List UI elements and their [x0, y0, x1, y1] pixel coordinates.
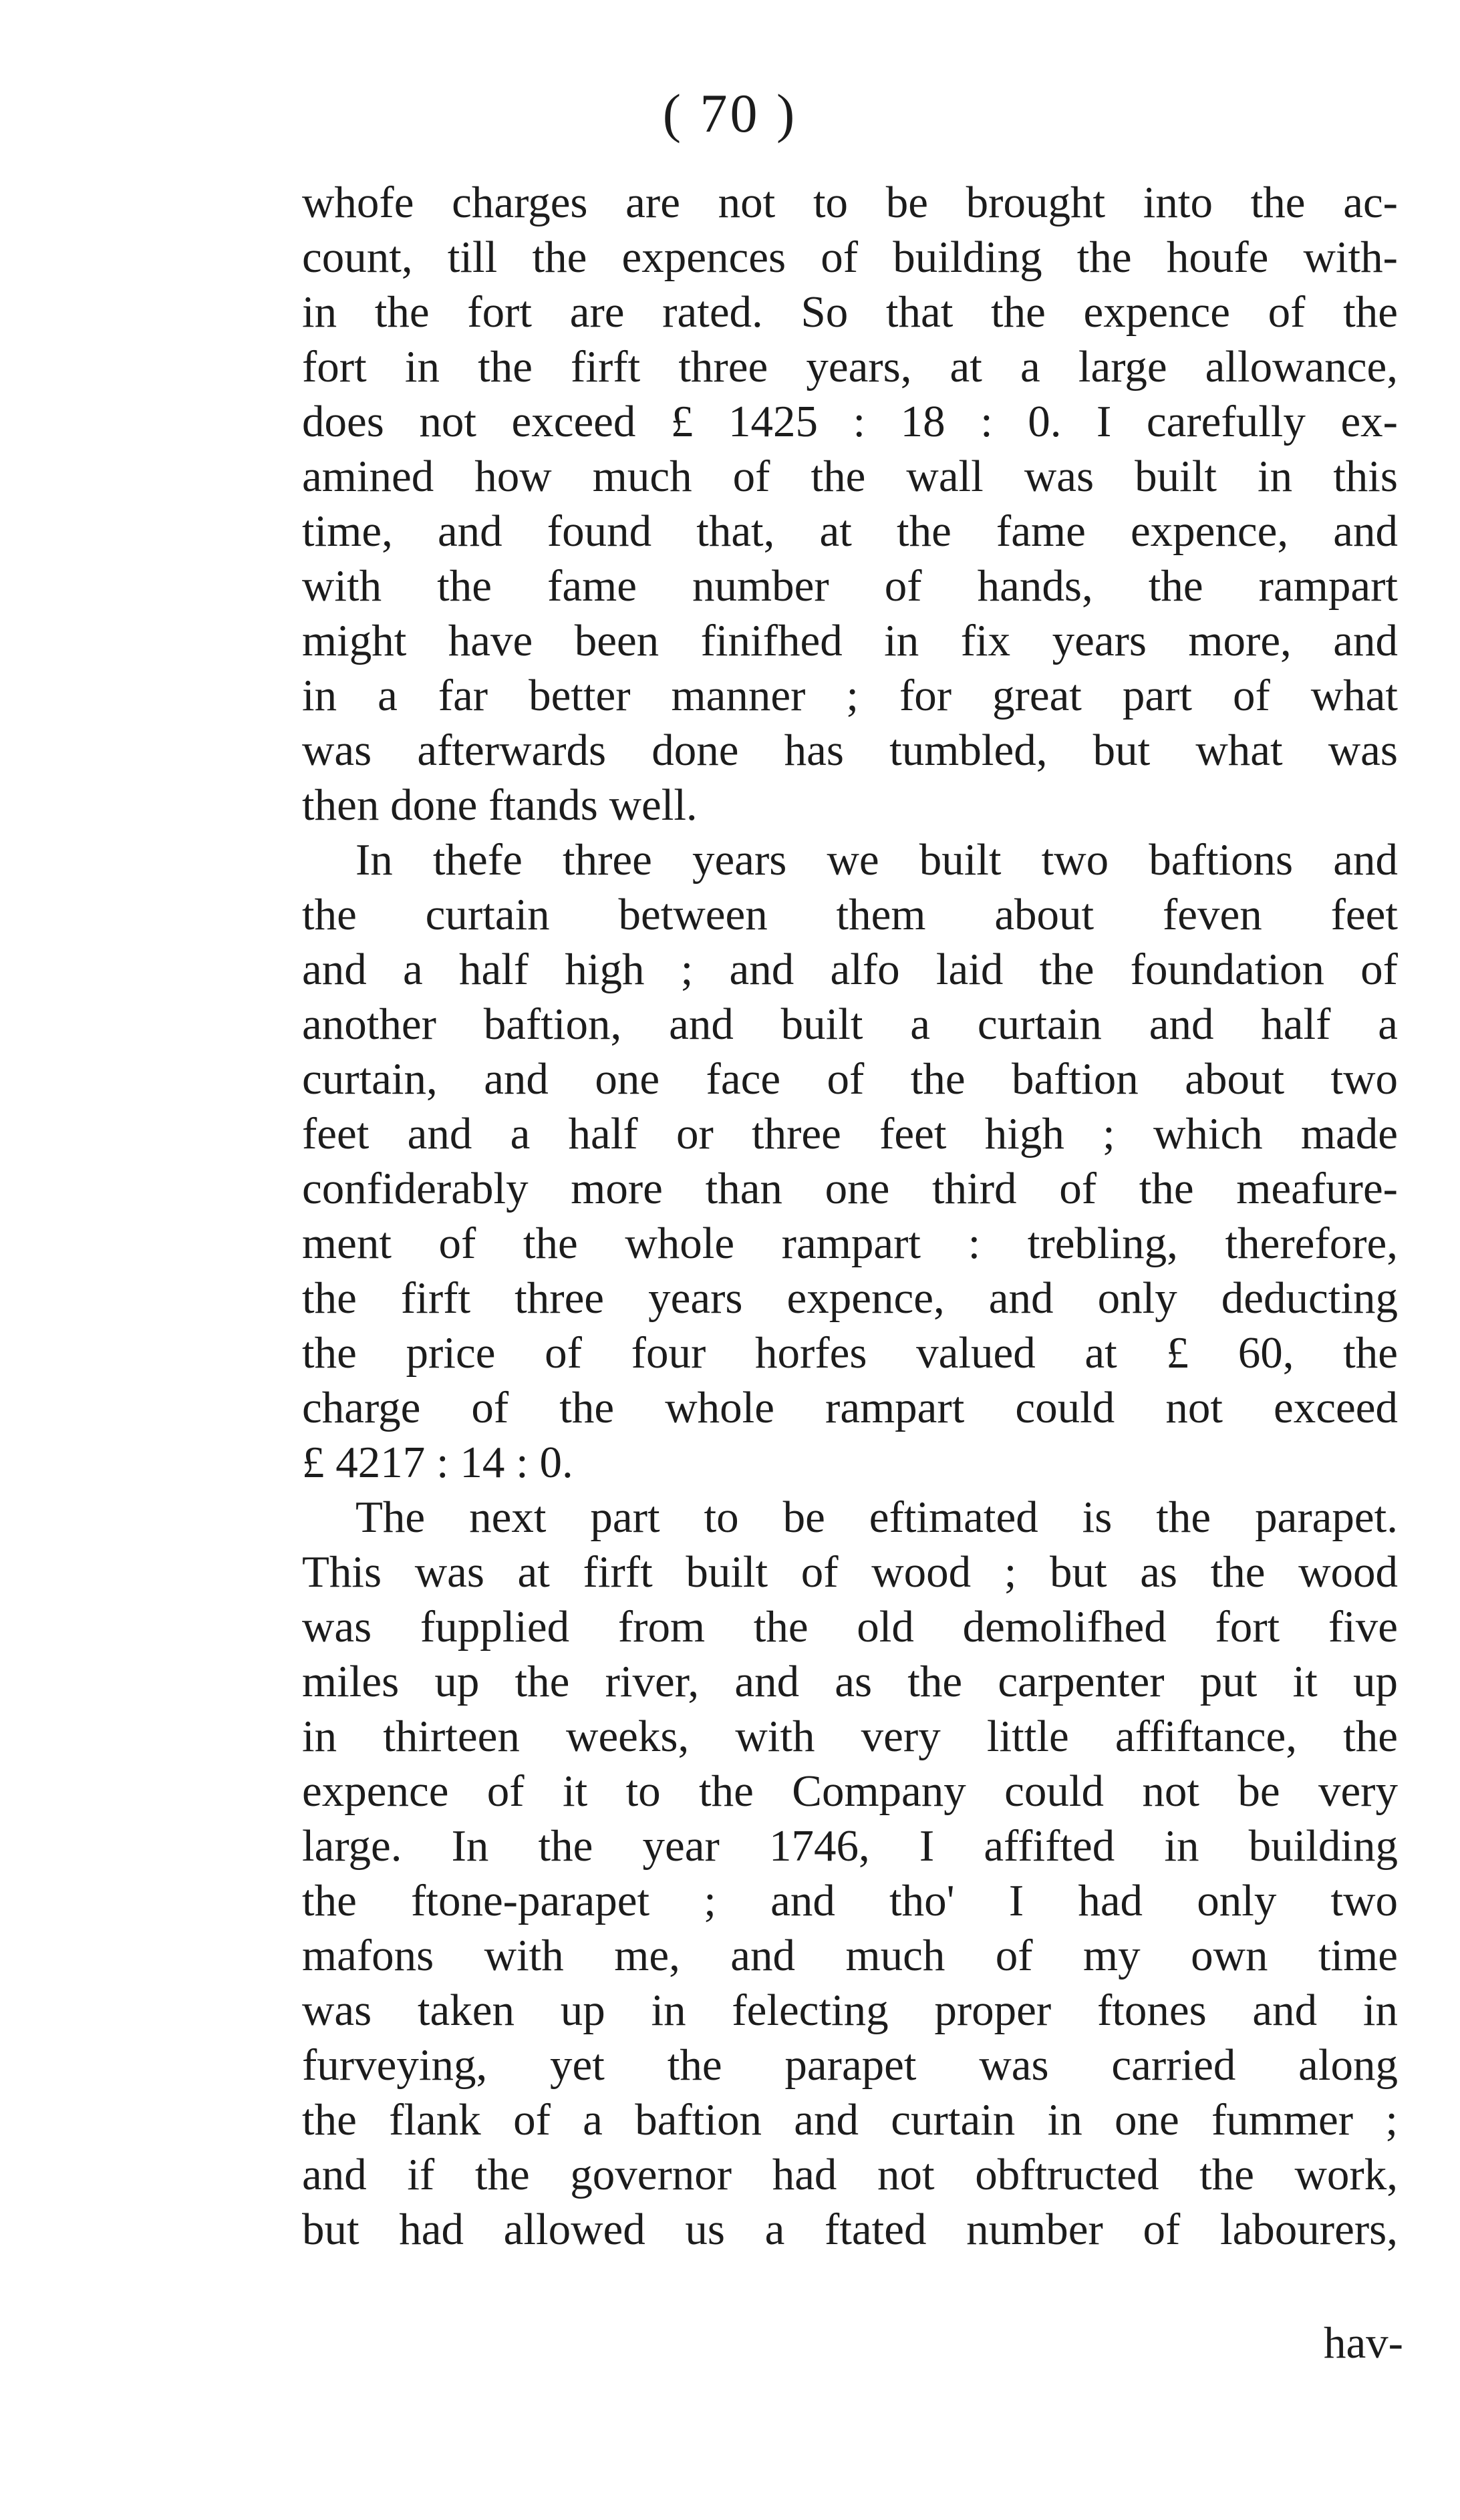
text-line: curtain, and one face of the baftion about two — [302, 1054, 1398, 1104]
catchword: hav- — [1323, 2318, 1403, 2368]
text-line: with the fame number of hands, the rampart — [302, 561, 1398, 611]
text-line: £ 4217 : 14 : 0. — [302, 1438, 573, 1487]
text-line: The next part to be eftimated is the parapet. — [355, 1492, 1398, 1542]
text-line: charge of the whole rampart could not exceed — [302, 1383, 1398, 1432]
text-line: In thefe three years we built two baftions and — [355, 835, 1398, 885]
text-line: count, till the expences of building the houfe with- — [302, 232, 1398, 282]
text-line: was fupplied from the old demolifhed fort five — [302, 1602, 1398, 1651]
body-text — [302, 175, 1398, 2257]
text-line: in thirteen weeks, with very little affiftance, the — [302, 1712, 1398, 1761]
text-line: feet and a half or three feet high ; which made — [302, 1109, 1398, 1158]
text-line: the curtain between them about feven feet — [302, 890, 1398, 939]
text-line: whofe charges are not to be brought into the ac- — [302, 178, 1398, 227]
text-line: the firft three years expence, and only deducting — [302, 1273, 1398, 1323]
text-line: in the fort are rated. So that the expence of the — [302, 287, 1398, 337]
text-line: might have been finifhed in fix years more, and — [302, 616, 1398, 665]
text-line: fort in the firft three years, at a large allowance, — [302, 342, 1398, 391]
text-line: the flank of a baftion and curtain in one fummer ; — [302, 2095, 1398, 2145]
text-line: the ftone-parapet ; and tho' I had only two — [302, 1876, 1398, 1925]
text-line: confiderably more than one third of the meafure- — [302, 1164, 1398, 1213]
text-line: miles up the river, and as the carpenter put it up — [302, 1657, 1398, 1706]
text-line: large. In the year 1746, I affifted in building — [302, 1821, 1398, 1871]
text-line: the price of four horfes valued at £ 60, the — [302, 1328, 1398, 1378]
text-line: then done ftands well. — [302, 780, 698, 830]
page-number: ( 70 ) — [662, 83, 798, 144]
text-line: another baftion, and built a curtain and half a — [302, 999, 1398, 1049]
text-line: ment of the whole rampart : trebling, therefore, — [302, 1219, 1398, 1268]
text-line: time, and found that, at the fame expence, and — [302, 506, 1398, 556]
text-line: mafons with me, and much of my own time — [302, 1931, 1398, 1980]
text-line: expence of it to the Company could not be very — [302, 1766, 1398, 1816]
text-line: furveying, yet the parapet was carried along — [302, 2040, 1398, 2090]
text-line: and if the governor had not obftructed the work, — [302, 2150, 1398, 2199]
text-line: This was at firft built of wood ; but as the wood — [302, 1547, 1398, 1597]
text-line: in a far better manner ; for great part of what — [302, 671, 1398, 720]
text-line: amined how much of the wall was built in this — [302, 452, 1398, 501]
text-line: but had allowed us a ftated number of labourers, — [302, 2205, 1398, 2254]
text-line: does not exceed £ 1425 : 18 : 0. I carefully ex- — [302, 397, 1398, 446]
text-line: was taken up in felecting proper ftones and in — [302, 1986, 1398, 2035]
text-line: and a half high ; and alfo laid the foundation of — [302, 945, 1398, 994]
text-line: was afterwards done has tumbled, but what was — [302, 726, 1398, 775]
